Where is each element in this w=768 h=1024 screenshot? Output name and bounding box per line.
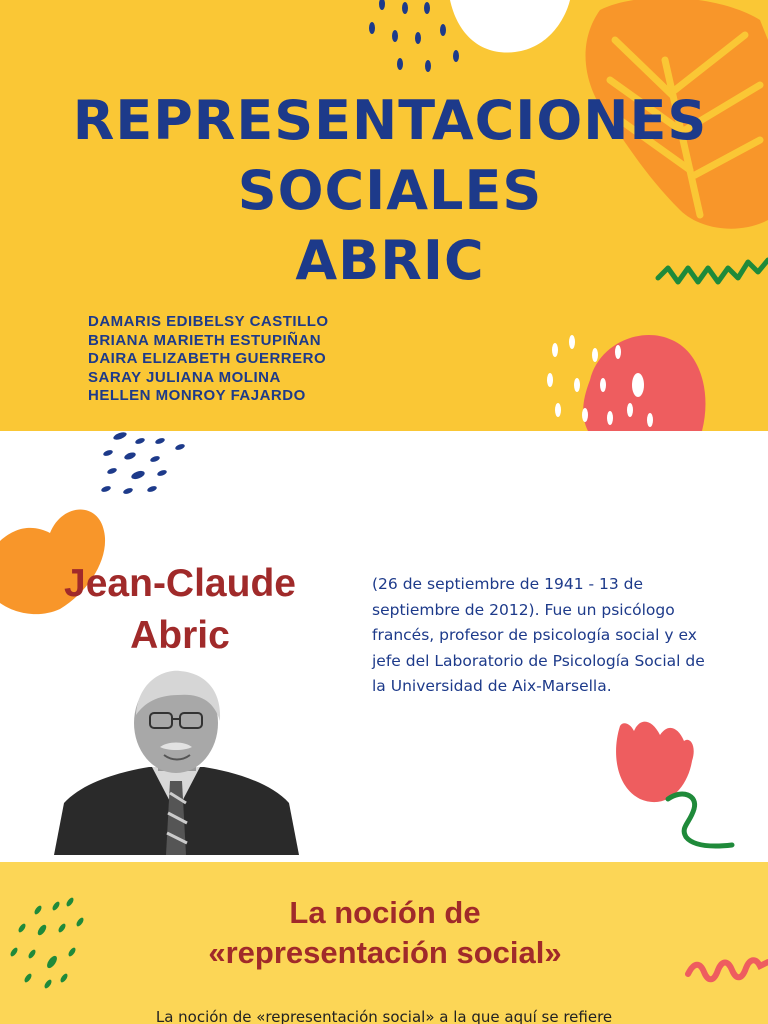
- cover-title-line-2: SOCIALES: [237, 159, 543, 222]
- author-name: HELLEN MONROY FAJARDO: [88, 387, 306, 404]
- author-name: DAIRA ELIZABETH GUERRERO: [88, 350, 327, 367]
- notion-heading: [130, 893, 640, 973]
- notion-heading-line-2: «representación social»: [208, 935, 562, 970]
- author-name: BRIANA MARIETH ESTUPIÑAN: [88, 331, 322, 349]
- notion-body-text: La noción de «representación social» a la que aquí se refiere: [155, 1008, 613, 1024]
- biography-text: (26 de septiembre de 1941 - 13 de septiembre de 2012). Fue un psicólogo francés, profesor de psicología social y ex jefe del Laboratorio de Psicología Social de la Universidad de Aix-Marsella.: [372, 575, 705, 695]
- person-name-line-1: Jean-Claude: [64, 562, 296, 605]
- biography-page: [0, 431, 768, 862]
- author-name: DAMARIS EDIBELSY CASTILLO: [88, 313, 329, 330]
- cover-title: [60, 86, 720, 296]
- cover-title-line-3: ABRIC: [295, 229, 485, 292]
- notion-heading-line-1: La noción de: [289, 895, 481, 930]
- notion-page: [0, 862, 768, 1024]
- author-list: [88, 313, 329, 406]
- portrait-photo: [54, 663, 299, 855]
- author-name: SARAY JULIANA MOLINA: [88, 368, 281, 386]
- cover-page: [0, 0, 768, 431]
- person-name-line-2: Abric: [130, 614, 230, 657]
- cover-title-line-1: REPRESENTACIONES: [72, 89, 708, 152]
- person-name: [30, 558, 330, 662]
